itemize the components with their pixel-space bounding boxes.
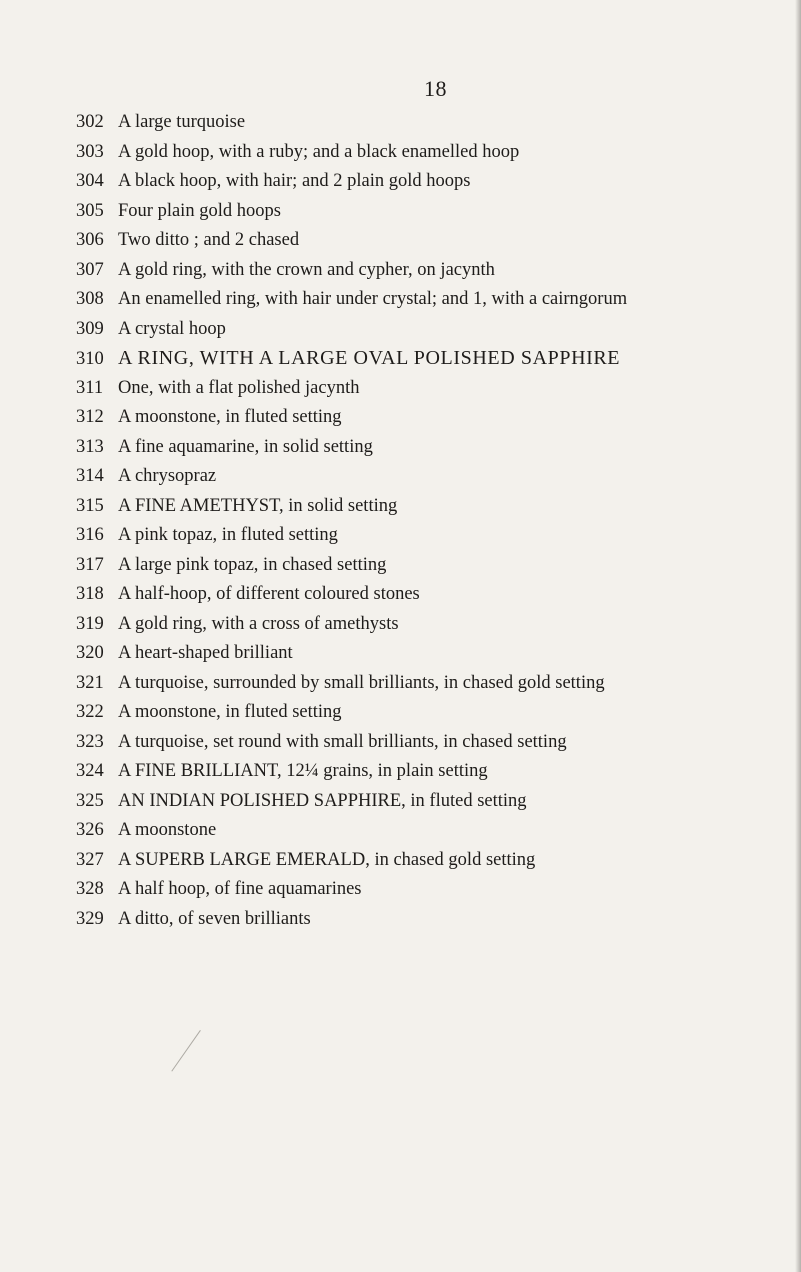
lot-number: 320	[76, 643, 104, 663]
lot-description: A half-hoop, of different coloured stones	[118, 584, 420, 604]
lot-entry	[76, 374, 796, 404]
lot-entry	[76, 846, 796, 876]
lot-entry	[76, 492, 796, 522]
page-number: 18	[424, 76, 447, 101]
lot-number: 327	[76, 849, 104, 870]
lot-description: A turquoise, set round with small brilliants, in chased setting	[118, 731, 567, 752]
lot-description: A chrysopraz	[118, 466, 217, 486]
lot-number: 311	[76, 377, 104, 398]
lot-entry	[76, 315, 796, 345]
lot-number: 328	[76, 879, 104, 899]
lot-description: A FINE AMETHYST, in solid setting	[118, 495, 398, 516]
lot-number: 308	[76, 289, 104, 309]
lot-entry	[76, 167, 796, 197]
lot-list	[76, 108, 796, 934]
lot-entry	[76, 551, 796, 581]
lot-description: A RING, WITH A LARGE OVAL POLISHED SAPPHIRE	[118, 347, 621, 369]
lot-number: 304	[76, 171, 104, 191]
lot-number: 318	[76, 584, 104, 604]
lot-description: A turquoise, surrounded by small brilliants, in chased gold setting	[118, 672, 605, 693]
lot-description: A SUPERB LARGE EMERALD, in chased gold setting	[118, 849, 536, 870]
lot-description: An enamelled ring, with hair under crystal; and 1, with a cairngorum	[118, 289, 628, 309]
lot-entry	[76, 197, 796, 227]
lot-number: 319	[76, 613, 104, 634]
lot-number: 306	[76, 230, 104, 250]
lot-entry	[76, 462, 796, 492]
lot-entry	[76, 610, 796, 640]
lot-number: 312	[76, 407, 104, 427]
lot-entry	[76, 433, 796, 463]
lot-number: 307	[76, 259, 104, 280]
lot-number: 321	[76, 672, 104, 693]
lot-entry	[76, 669, 796, 699]
lot-number: 325	[76, 790, 104, 811]
lot-entry	[76, 108, 796, 138]
lot-description: A heart-shaped brilliant	[118, 643, 293, 663]
lot-number: 324	[76, 761, 104, 781]
lot-description: A gold hoop, with a ruby; and a black enamelled hoop	[118, 141, 520, 162]
lot-description: A half hoop, of fine aquamarines	[118, 879, 362, 899]
lot-description: AN INDIAN POLISHED SAPPHIRE, in fluted setting	[118, 790, 527, 811]
lot-description: Four plain gold hoops	[118, 200, 281, 221]
lot-entry	[76, 285, 796, 315]
lot-entry	[76, 403, 796, 433]
stray-pen-mark	[171, 1030, 225, 1089]
lot-entry	[76, 816, 796, 846]
lot-entry	[76, 639, 796, 669]
lot-description: A moonstone, in fluted setting	[118, 407, 342, 427]
lot-number: 316	[76, 525, 104, 545]
lot-entry	[76, 344, 796, 374]
lot-description: A large turquoise	[118, 112, 246, 132]
lot-number: 329	[76, 908, 104, 929]
lot-description: A FINE BRILLIANT, 12¼ grains, in plain setting	[118, 761, 488, 781]
lot-description: Two ditto ; and 2 chased	[118, 230, 300, 250]
lot-entry	[76, 905, 796, 935]
lot-number: 313	[76, 436, 104, 457]
lot-entry	[76, 256, 796, 286]
lot-number: 323	[76, 731, 104, 752]
lot-entry	[76, 580, 796, 610]
lot-description: A pink topaz, in fluted setting	[118, 525, 338, 545]
lot-entry	[76, 757, 796, 787]
lot-description: A crystal hoop	[118, 318, 226, 339]
lot-number: 315	[76, 495, 104, 516]
lot-entry	[76, 138, 796, 168]
lot-entry	[76, 787, 796, 817]
lot-description: A gold ring, with a cross of amethysts	[118, 613, 399, 634]
lot-description: One, with a flat polished jacynth	[118, 377, 360, 398]
lot-description: A moonstone, in fluted setting	[118, 702, 342, 722]
lot-entry	[76, 226, 796, 256]
lot-description: A moonstone	[118, 820, 217, 840]
lot-number: 317	[76, 554, 104, 575]
lot-number: 310	[76, 349, 104, 369]
lot-description: A large pink topaz, in chased setting	[118, 554, 387, 575]
lot-entry	[76, 521, 796, 551]
lot-entry	[76, 875, 796, 905]
lot-number: 303	[76, 141, 104, 162]
lot-number: 322	[76, 702, 104, 722]
lot-description: A gold ring, with the crown and cypher, on jacynth	[118, 259, 495, 280]
lot-description: A black hoop, with hair; and 2 plain gold hoops	[118, 171, 471, 191]
lot-description: A fine aquamarine, in solid setting	[118, 436, 373, 457]
lot-entry	[76, 728, 796, 758]
lot-entry	[76, 698, 796, 728]
lot-number: 305	[76, 200, 104, 221]
lot-number: 326	[76, 820, 104, 840]
lot-number: 314	[76, 466, 104, 486]
lot-number: 302	[76, 112, 104, 132]
lot-number: 309	[76, 318, 104, 339]
lot-description: A ditto, of seven brilliants	[118, 908, 311, 929]
